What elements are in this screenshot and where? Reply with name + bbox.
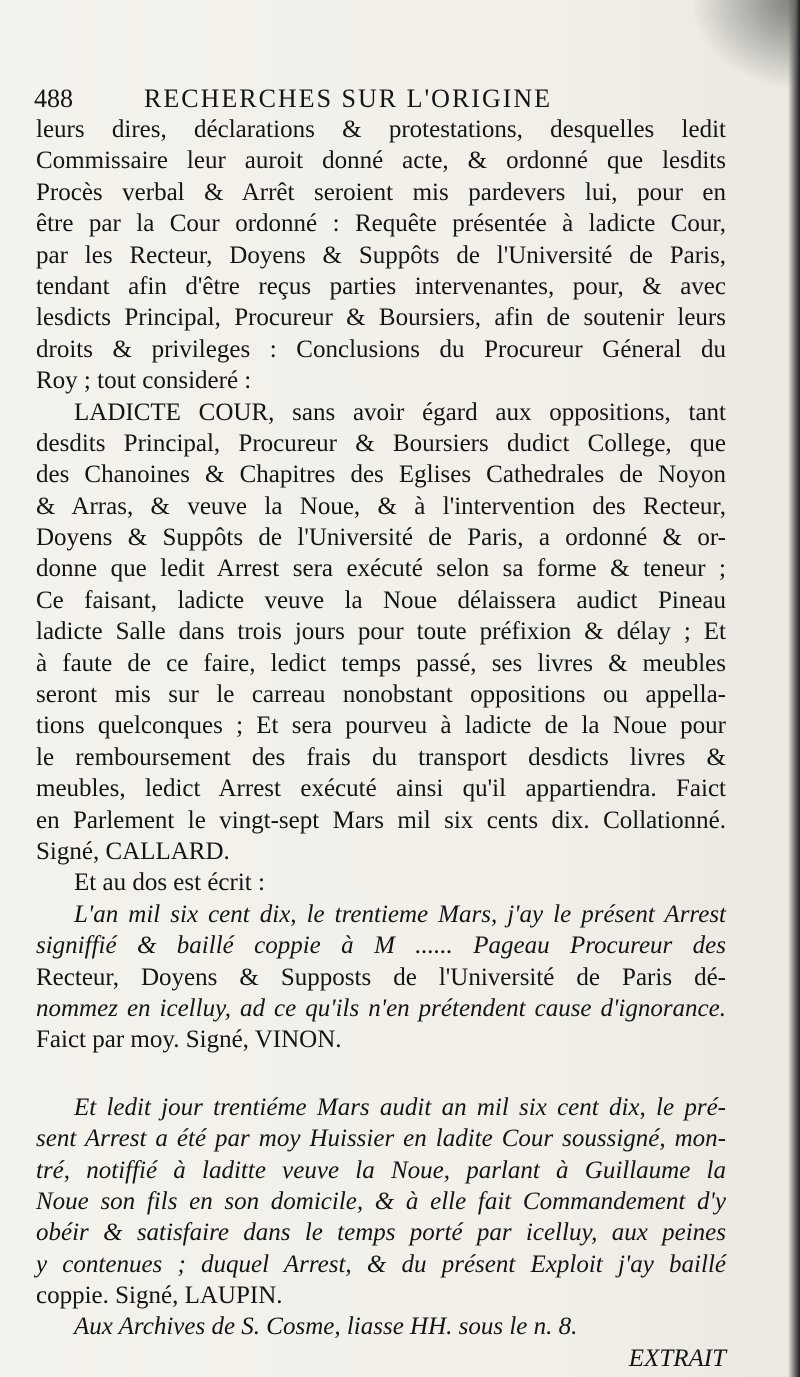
- text-line: y contenues ; duquel Arrest, & du présent Exploit j'ay baillé: [36, 1250, 726, 1278]
- text-line: Signé, CALLARD.: [36, 837, 230, 865]
- running-title: RECHERCHES SUR L'ORIGINE: [144, 84, 553, 113]
- scan-shadow: [690, 0, 800, 90]
- text-line: signiffié & baillé coppie à M ...... Pageau Procureur des: [36, 932, 726, 960]
- page-text: [36, 114, 726, 1374]
- text-line: des Chanoines & Chapitres des Eglises Cathedrales de Noyon: [36, 461, 726, 489]
- text-line: nommez en icelluy, ad ce qu'ils n'en prétendent cause d'ignorance.: [36, 994, 726, 1022]
- text-line: Recteur, Doyens & Supposts de l'Université de Paris dé-: [36, 963, 726, 991]
- source-note: Aux Archives de S. Cosme, liasse HH. sous le n. 8.: [74, 1313, 578, 1341]
- text-line: donne que ledit Arrest sera exécuté selon sa forme & teneur ;: [36, 555, 726, 583]
- text-line: tré, notiffié à laditte veuve la Noue, parlant à Guillaume la: [36, 1156, 726, 1184]
- text-line: Et au dos est écrit :: [74, 869, 265, 897]
- text-line: ladicte Salle dans trois jours pour toute préfixion & délay ; Et: [36, 618, 726, 646]
- text-line: desdits Principal, Procureur & Boursiers dudict College, que: [36, 429, 726, 457]
- text-line: Noue son fils en son domicile, & à elle fait Commandement d'y: [36, 1187, 726, 1215]
- catchword: EXTRAIT: [628, 1344, 726, 1372]
- text-line: à faute de ce faire, ledict temps passé, ses livres & meubles: [36, 649, 726, 677]
- text-line: tendant afin d'être reçus parties intervenantes, pour, & avec: [36, 272, 726, 300]
- text-line: Commissaire leur auroit donné acte, & ordonné que lesdits: [36, 147, 726, 175]
- text-line: Roy ; tout consideré :: [36, 367, 252, 395]
- text-line: LADICTE COUR, sans avoir égard aux oppositions, tant: [74, 398, 726, 426]
- text-line: Doyens & Suppôts de l'Université de Paris, a ordonné & or-: [36, 524, 726, 552]
- text-line: Procès verbal & Arrêt seroient mis pardevers lui, pour en: [36, 178, 726, 206]
- text-line: leurs dires, déclarations & protestations, desquelles ledit: [36, 116, 726, 143]
- text-line: lesdicts Principal, Procureur & Boursiers, afin de soutenir leurs: [36, 304, 726, 332]
- scan-edge: [788, 0, 800, 1377]
- text-line: obéir & satisfaire dans le temps porté par icelluy, aux peines: [36, 1219, 726, 1247]
- text-line: Faict par moy. Signé, VINON.: [36, 1026, 342, 1054]
- text-line: par les Recteur, Doyens & Suppôts de l'Université de Paris,: [36, 241, 726, 269]
- page-number: 488: [34, 84, 73, 113]
- text-line: meubles, ledict Arrest exécuté ainsi qu'il appartiendra. Faict: [36, 775, 726, 803]
- text-line: droits & privileges : Conclusions du Procureur Géneral du: [36, 335, 726, 363]
- text-line: le remboursement des frais du transport desdicts livres &: [36, 743, 726, 771]
- text-line: & Arras, & veuve la Noue, & à l'intervention des Recteur,: [36, 492, 726, 520]
- text-line: tions quelconques ; Et sera pourveu à ladicte de la Noue pour: [36, 712, 726, 740]
- text-line: Et ledit jour trentiéme Mars audit an mil six cent dix, le pré-: [74, 1093, 726, 1121]
- text-line: seront mis sur le carreau nonobstant oppositions ou appella-: [36, 681, 726, 709]
- text-line: Ce faisant, ladicte veuve la Noue délaissera audict Pineau: [36, 586, 726, 614]
- text-line: coppie. Signé, LAUPIN.: [36, 1282, 283, 1310]
- text-line: sent Arrest a été par moy Huissier en ladite Cour soussigné, mon-: [36, 1125, 726, 1153]
- text-line: être par la Cour ordonné : Requête présentée à ladicte Cour,: [36, 210, 726, 238]
- text-line: L'an mil six cent dix, le trentieme Mars, j'ay le présent Arrest: [74, 900, 726, 928]
- text-line: en Parlement le vingt-sept Mars mil six cents dix. Collationné.: [36, 806, 726, 834]
